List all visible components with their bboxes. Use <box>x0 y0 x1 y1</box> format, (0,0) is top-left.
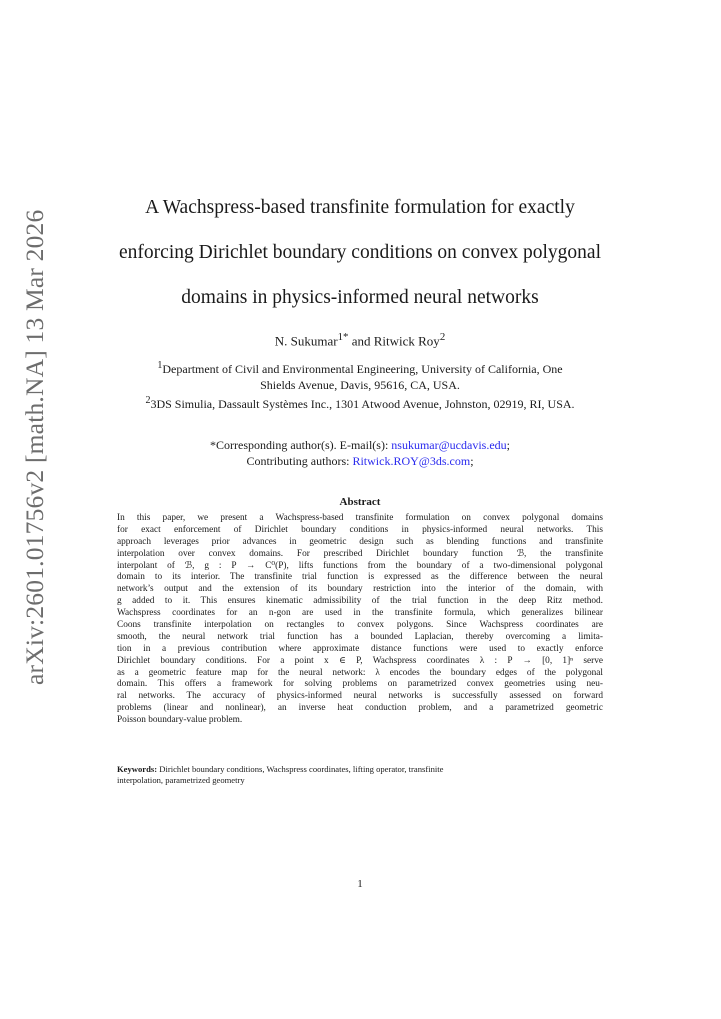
abstract-line: interpolant of ℬ, g : P̄ → C⁰(P̄), lifts functions from the boundary of a two-dimensional polygonal <box>117 560 603 571</box>
author-2-marker: 2 <box>439 331 446 343</box>
abstract-line: interpolation over convex domains. For prescribed Dirichlet boundary function ℬ, the transfinite <box>117 548 603 559</box>
affiliation-2-marker: 2 <box>145 395 151 406</box>
abstract-line: tion in a previous contribution where approximate distance functions were used to exactly enforce <box>117 643 603 654</box>
author-2: Ritwick Roy <box>373 333 440 349</box>
abstract-line: network’s output and the extension of its boundary restriction into the interior of the domain, with <box>117 584 603 595</box>
abstract-line: g added to it. This ensures kinematic admissibility of the trial function in the deep Ritz method. <box>117 596 603 607</box>
abstract-line: Wachspress coordinates for an n-gon are used in the transfinite formula, which generalizes bilinear <box>117 608 603 619</box>
arxiv-identifier-stamp: arXiv:2601.01756v2 [math.NA] 13 Mar 2026 <box>20 209 49 685</box>
abstract-line: approach leverages prior advances in geometric design such as blending functions and transfinite <box>117 536 603 547</box>
corresponding-end: ; <box>506 438 510 452</box>
abstract-line: smooth, the neural network trial function has a bounded Laplacian, thereby overcoming a limita- <box>117 631 603 642</box>
abstract-body <box>117 513 603 727</box>
abstract-line: domain to its interior. The transfinite trial function is expressed as the difference between the neural <box>117 572 603 583</box>
abstract-line: In this paper, we present a Wachspress-based transfinite formulation on convex polygonal domains <box>117 513 603 523</box>
page-number: 1 <box>357 878 363 890</box>
title-line-2: enforcing Dirichlet boundary conditions on convex polygonal <box>119 242 601 263</box>
keywords-block <box>117 764 603 786</box>
keywords-line-1 <box>117 764 603 775</box>
abstract-line: ral networks. The accuracy of physics-informed neural networks is successfully assessed on forward <box>117 691 603 702</box>
affiliation-2 <box>100 393 620 412</box>
corresponding-label: *Corresponding author(s). E-mail(s): <box>210 438 392 452</box>
affiliation-1-line-2: Shields Avenue, Davis, 95616, CA, USA. <box>260 378 460 392</box>
affiliation-1-line-1 <box>100 358 620 377</box>
abstract-line: domain. This offers a framework for solving problems on parametrized convex geometries using neu- <box>117 679 603 690</box>
abstract-heading: Abstract <box>339 496 381 508</box>
title-line-3: domains in physics-informed neural networks <box>181 287 539 308</box>
title-line-1: A Wachspress-based transfinite formulation for exactly <box>145 197 575 218</box>
author-1-marker: 1* <box>337 331 349 343</box>
affiliation-2-text: 3DS Simulia, Dassault Systèmes Inc., 1301 Atwood Avenue, Johnston, 02919, RI, USA. <box>150 397 575 411</box>
abstract-line: problems (linear and nonlinear), an inverse heat conduction problem, and a parametrized geometric <box>117 703 603 714</box>
contributing-end: ; <box>470 454 474 468</box>
author-list <box>100 331 620 349</box>
paper-title <box>95 185 625 320</box>
contributing-label: Contributing authors: <box>246 454 353 468</box>
abstract-line: Coons transfinite interpolation on rectangles to convex polygons. Since Wachspress coordinates are <box>117 620 603 631</box>
affiliation-1-text: Department of Civil and Environmental Engineering, University of California, One <box>162 362 563 376</box>
abstract-line: as a geometric feature map for the neural network: λ encodes the boundary edges of the polygonal <box>117 667 603 678</box>
contributing-email-link[interactable]: Ritwick.ROY@3ds.com <box>352 454 471 468</box>
author-conjunction: and <box>348 333 374 349</box>
corresponding-email-link[interactable]: nsukumar@ucdavis.edu <box>391 438 507 452</box>
abstract-line: Dirichlet boundary conditions. For a point x ∈ P̄, Wachspress coordinates λ : P̄ → [0, 1]ⁿ serve <box>117 655 603 666</box>
affiliation-1-marker: 1 <box>157 360 163 371</box>
keywords-label: Keywords: <box>117 764 158 774</box>
keywords-text-1: Dirichlet boundary conditions, Wachspress coordinates, lifting operator, transfinite <box>157 764 444 774</box>
abstract-line: Poisson boundary-value problem. <box>117 715 243 726</box>
abstract-line: for exact enforcement of Dirichlet boundary conditions in physics-informed neural networks. This <box>117 524 603 535</box>
contact-info <box>100 437 620 469</box>
author-1: N. Sukumar <box>274 333 338 349</box>
contributing-author-line <box>100 453 620 469</box>
keywords-line-2: interpolation, parametrized geometry <box>117 775 245 785</box>
affiliations <box>100 358 620 412</box>
corresponding-author-line <box>100 437 620 453</box>
